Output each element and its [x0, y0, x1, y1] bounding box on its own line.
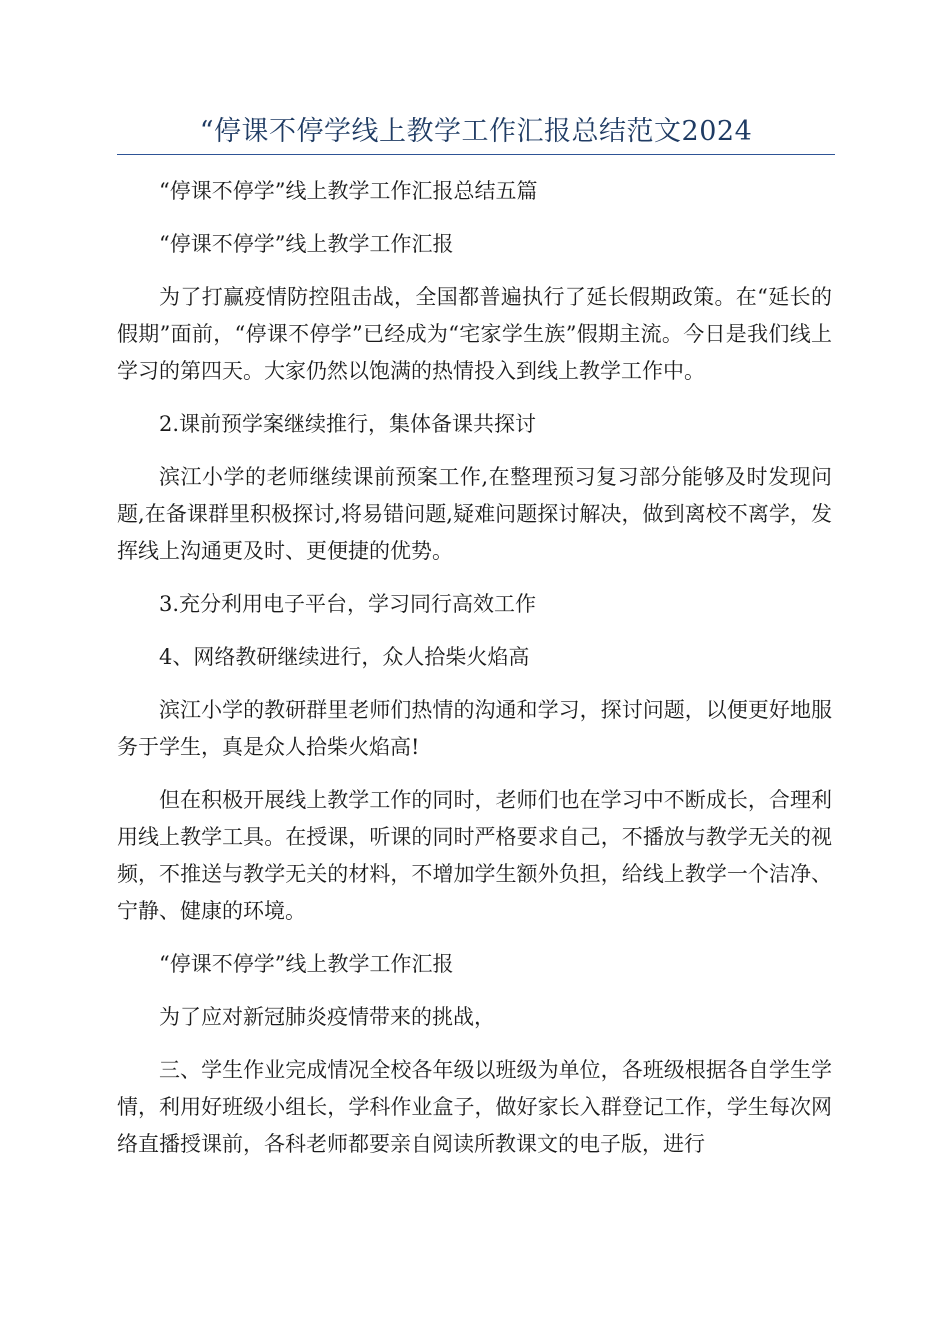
section-heading: 2.课前预学案继续推行，集体备课共探讨 — [159, 412, 537, 436]
body-paragraph: 为了应对新冠肺炎疫情带来的挑战， — [159, 1005, 495, 1029]
section-heading: “停课不停学”线上教学工作汇报 — [159, 232, 454, 256]
body-paragraph: 滨江小学的老师继续课前预案工作,在整理预习复习部分能够及时发现问题,在备课群里积极探讨,将易错问题,疑难问题探讨解决，做到离校不离学，发挥线上沟通更及时、更便捷的优势。 — [117, 465, 832, 563]
section-heading: 4、网络教研继续进行，众人拾柴火焰高 — [159, 645, 530, 669]
subtitle-paragraph: “停课不停学”线上教学工作汇报总结五篇 — [159, 179, 538, 203]
title-underline — [117, 154, 835, 155]
body-paragraph: 为了打赢疫情防控阻击战，全国都普遍执行了延长假期政策。在“延长的假期”面前，“停课不停学”已经成为“宅家学生族”假期主流。今日是我们线上学习的第四天。大家仍然以饱满的热情投入到线上教学工作中。 — [117, 285, 832, 383]
document-body — [117, 173, 832, 1179]
section-heading: 3.充分利用电子平台，学习同行高效工作 — [159, 592, 537, 616]
document-title: “停课不停学线上教学工作汇报总结范文2024 — [199, 116, 753, 147]
section-heading: “停课不停学”线上教学工作汇报 — [159, 952, 454, 976]
body-paragraph: 三、学生作业完成情况全校各年级以班级为单位，各班级根据各自学生学情，利用好班级小组长，学科作业盒子，做好家长入群登记工作，学生每次网络直播授课前，各科老师都要亲自阅读所教课文的电子版，进行 — [117, 1058, 832, 1156]
body-paragraph: 滨江小学的教研群里老师们热情的沟通和学习，探讨问题，以便更好地服务于学生，真是众人拾柴火焰高! — [117, 698, 832, 759]
body-paragraph: 但在积极开展线上教学工作的同时，老师们也在学习中不断成长，合理利用线上教学工具。在授课，听课的同时严格要求自己，不播放与教学无关的视频，不推送与教学无关的材料，不增加学生额外负担，给线上教学一个洁净、宁静、健康的环境。 — [117, 788, 832, 923]
